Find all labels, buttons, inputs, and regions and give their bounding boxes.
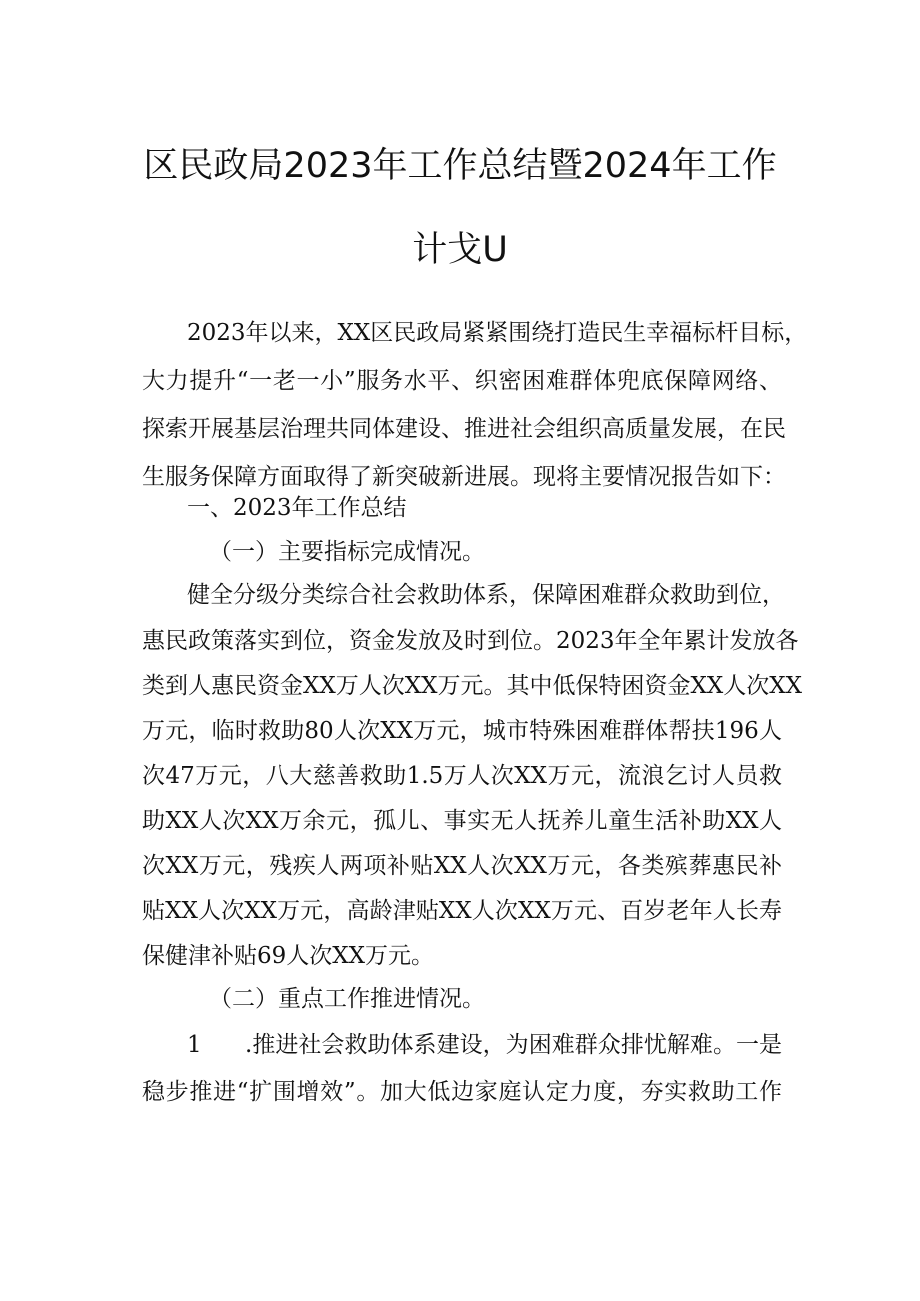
body-paragraph-line: 健全分级分类综合社会救助体系，保障困难群众救助到位，	[187, 582, 785, 608]
document-title-line-1: 区民政局2023年工作总结暨2024年工作	[143, 146, 777, 186]
intro-paragraph-line: 生服务保障方面取得了新突破新进展。现将主要情况报告如下：	[142, 464, 786, 490]
body-paragraph-line: 保健津补贴69人次XX万元。	[142, 943, 435, 969]
body-paragraph-line: 次XX万元，残疾人两项补贴XX人次XX万元，各类殡葬惠民补	[142, 853, 782, 879]
intro-paragraph-line: 大力提升“一老一小”服务水平、织密困难群体兜底保障网络、	[142, 368, 782, 394]
body-paragraph-line: 贴XX人次XX万元，高龄津贴XX人次XX万元、百岁老年人长寿	[142, 898, 782, 924]
subsection-heading: （二）重点工作推进情况。	[209, 986, 485, 1012]
body-paragraph-line: 稳步推进“扩围增效”。加大低边家庭认定力度，夯实救助工作	[142, 1079, 782, 1105]
item-number: 1	[187, 1032, 202, 1058]
body-paragraph-line: 万元，临时救助80人次XX万元，城市特殊困难群体帮扶196人	[142, 718, 782, 744]
subsection-heading: （一）主要指标完成情况。	[209, 539, 485, 565]
body-paragraph-line: 次47万元，八大慈善救助1.5万人次XX万元，流浪乞讨人员救	[142, 763, 782, 789]
body-paragraph-line: 惠民政策落实到位，资金发放及时到位。2023年全年累计发放各	[142, 628, 799, 654]
document-title-line-2: 计戈U	[412, 230, 508, 270]
body-paragraph-line: 助XX人次XX万余元，孤儿、事实无人抚养儿童生活补助XX人	[142, 808, 782, 834]
item-text: .推进社会救助体系建设，为困难群众排忧解难。一是	[245, 1032, 782, 1058]
body-paragraph-line: 类到人惠民资金XX万人次XX万元。其中低保特困资金XX人次XX	[142, 673, 802, 699]
intro-paragraph-line: 2023年以来，XX区民政局紧紧围绕打造民生幸福标杆目标，	[187, 320, 808, 346]
intro-paragraph-line: 探索开展基层治理共同体建设、推进社会组织高质量发展，在民	[142, 416, 786, 442]
section-heading: 一、2023年工作总结	[187, 495, 407, 521]
